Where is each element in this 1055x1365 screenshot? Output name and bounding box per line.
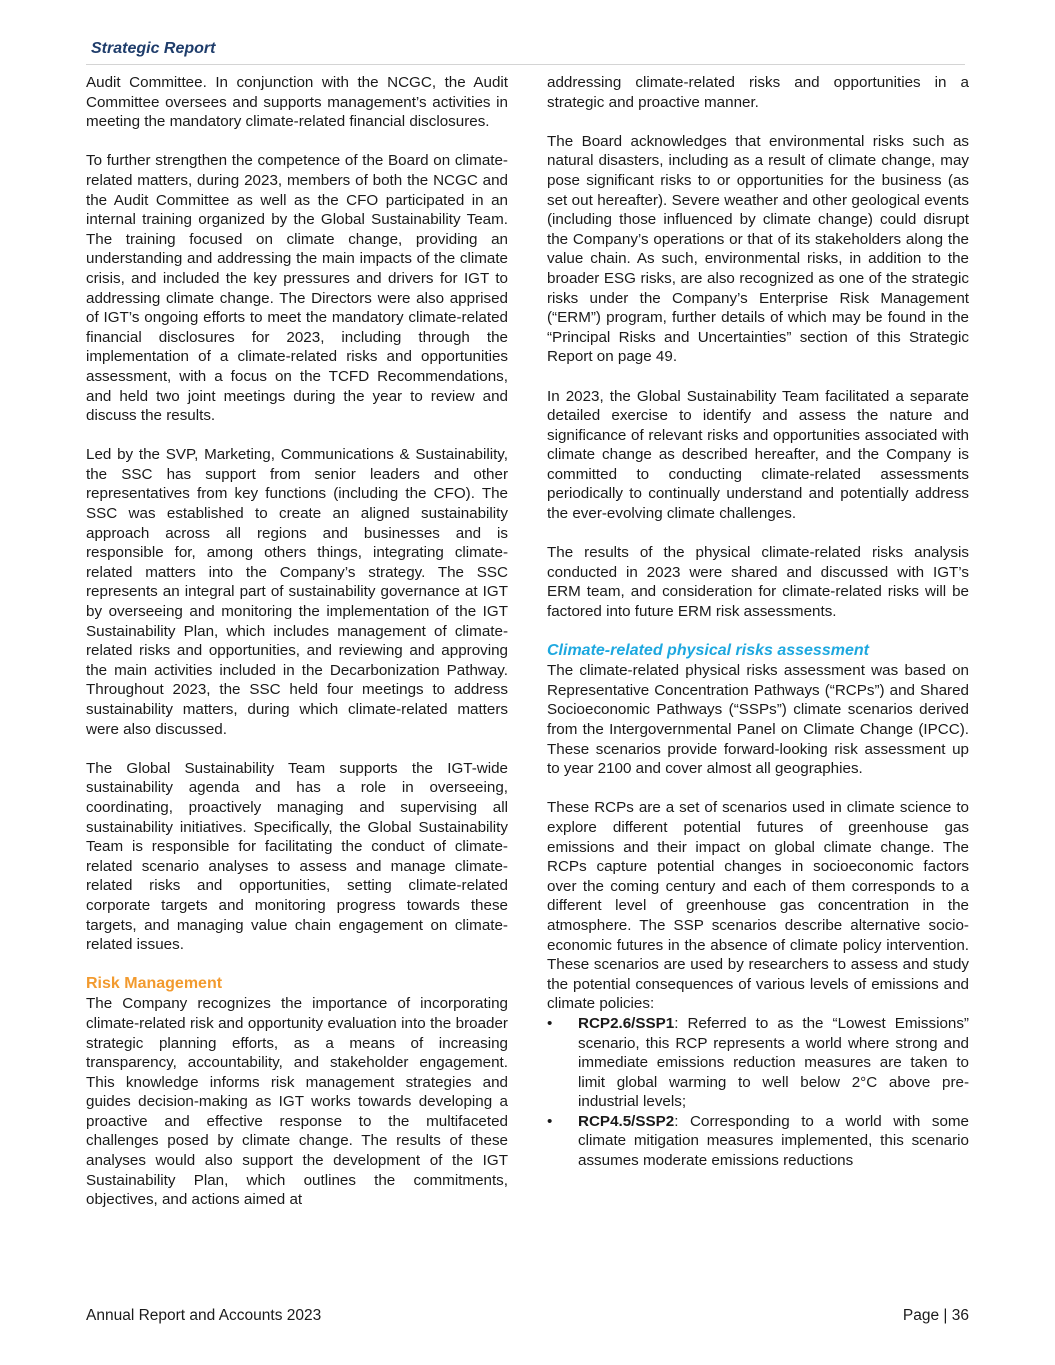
scenario-term: RCP2.6/SSP1: [578, 1014, 675, 1032]
paragraph: The Board acknowledges that environmental risks such as natural disasters, including as a result of climate change, may pose significant risks to or opportunities for the business (as set out hereafter). Severe weather and other geological events (including those influenced by climate change) could disrupt the Company’s operations or that of its stakeholders along the value chain. As such, environmental risks, in addition to the broader ESG risks, are also recognized as one of the strategic risks under the Company’s Enterprise Risk Management (“ERM”) program, further details of which may be found in the “Principal Risks and Uncertainties” section of this Strategic Report on page 49.: [547, 132, 969, 366]
scenario-description: : Referred to as the “Lowest Emissions” scenario, this RCP represents a world where strong and immediate emissions reduction measures are taken to limit global warming to well below 2°C above pre-industrial levels;: [578, 1014, 969, 1111]
scenario-term: RCP4.5/SSP2: [578, 1112, 675, 1130]
physical-risks-heading: Climate-related physical risks assessment: [547, 642, 869, 660]
bullet-icon: •: [547, 1014, 553, 1032]
paragraph: To further strengthen the competence of the Board on climate-related matters, during 2023, members of both the NCGC and the Audit Committee as well as the CFO participated in an internal training organized by the Global Sustainability Team. The training focused on climate change, providing an understanding and addressing the main impacts of the climate crisis, and included the key pressures and drivers for IGT to addressing climate change. The Directors were also apprised of IGT’s ongoing efforts to meet the mandatory climate-related financial disclosures for 2023, including through the implementation of a climate-related risks and opportunities assessment, with a focus on the TCFD Recommendations, and held two joint meetings during the year to review and discuss the results.: [86, 152, 508, 425]
section-title: Strategic Report: [91, 40, 216, 57]
paragraph: The climate-related physical risks assessment was based on Representative Concentration Pathways (“RCPs”) and Shared Socioeconomic Pathways (“SSPs”) climate scenarios derived from the Intergovernmental Panel on Climate Change (IPCC). These scenarios provide forward-looking risk assessment up to year 2100 and cover almost all geographies.: [547, 662, 969, 778]
paragraph: The Company recognizes the importance of incorporating climate-related risk and opportunity evaluation into the broader strategic planning efforts, as a means of increasing transparency, accountability, and stakeholder engagement. This knowledge informs risk management strategies and guides decision-making as IGT works towards developing a proactive and effective response to the multifaceted challenges posed by climate change. The results of these analyses would also support the development of the IGT Sustainability Plan, which outlines the commitments, objectives, and actions aimed at: [86, 995, 508, 1209]
paragraph: Audit Committee. In conjunction with the NCGC, the Audit Committee oversees and supports management’s activities in meeting the mandatory climate-related financial disclosures.: [86, 74, 508, 131]
risk-management-heading: Risk Management: [86, 975, 223, 993]
right-column: [547, 73, 969, 1171]
paragraph: The Global Sustainability Team supports the IGT-wide sustainability agenda and has a role in overseeing, coordinating, proactively managing and supervising all sustainability initiatives. Specifically, the Global Sustainability Team is responsible for facilitating the conduct of climate-related scenario analyses to assess and manage climate-related risks and opportunities, setting climate-related corporate targets and monitoring progress towards these targets, and managing value chain engagement on climate-related issues.: [86, 759, 508, 954]
paragraph: The results of the physical climate-related risks analysis conducted in 2023 were shared and discussed with IGT’s ERM team, and consideration for climate-related risks will be factored into future ERM risk assessments.: [547, 544, 969, 621]
list-item: [547, 1014, 969, 1112]
footer-page-number: Page | 36: [902, 1307, 969, 1324]
scenario-description: : Corresponding to a world with some climate mitigation measures implemented, this scenario assumes moderate emissions reductions: [578, 1112, 969, 1170]
bullet-icon: •: [547, 1112, 553, 1130]
rcp-scenario-list: [547, 1014, 969, 1171]
paragraph: These RCPs are a set of scenarios used in climate science to explore different potential futures of greenhouse gas emissions and their impact on global climate change. The RCPs capture potential changes in socioeconomic factors over the coming century and each of them corresponds to a different level of greenhouse gas concentration in the atmosphere. The SSP scenarios describe alternative socio-economic futures in the absence of climate policy intervention. These scenarios are used by researchers to assess and study the potential consequences of various levels of emissions and climate policies:: [547, 799, 969, 1013]
paragraph: In 2023, the Global Sustainability Team facilitated a separate detailed exercise to identify and assess the nature and significance of relevant risks and opportunities associated with climate change as described hereafter, and the Company is committed to conducting climate-related assessments periodically to continually understand and potentially address the ever-evolving climate challenges.: [547, 387, 969, 523]
list-item: [547, 1112, 969, 1171]
paragraph: addressing climate-related risks and opportunities in a strategic and proactive manner.: [547, 74, 969, 111]
page-header: [86, 38, 965, 65]
paragraph: Led by the SVP, Marketing, Communications & Sustainability, the SSC has support from senior leaders and other representatives from key functions (including the CFO). The SSC was established to create an aligned sustainability approach across all regions and businesses and is responsible for, among others things, integrating climate-related matters into the Company’s strategy. The SSC represents an integral part of sustainability governance at IGT by overseeing and monitoring the implementation of the IGT Sustainability Plan, which includes management of climate-related risks and opportunities, and reviewing and approving the main activities included in the Decarbonization Pathway. Throughout 2023, the SSC held four meetings to address sustainability matters, during which climate-related matters were also discussed.: [86, 446, 508, 738]
left-column: [86, 73, 508, 1210]
footer-report-title: Annual Report and Accounts 2023: [86, 1307, 322, 1324]
